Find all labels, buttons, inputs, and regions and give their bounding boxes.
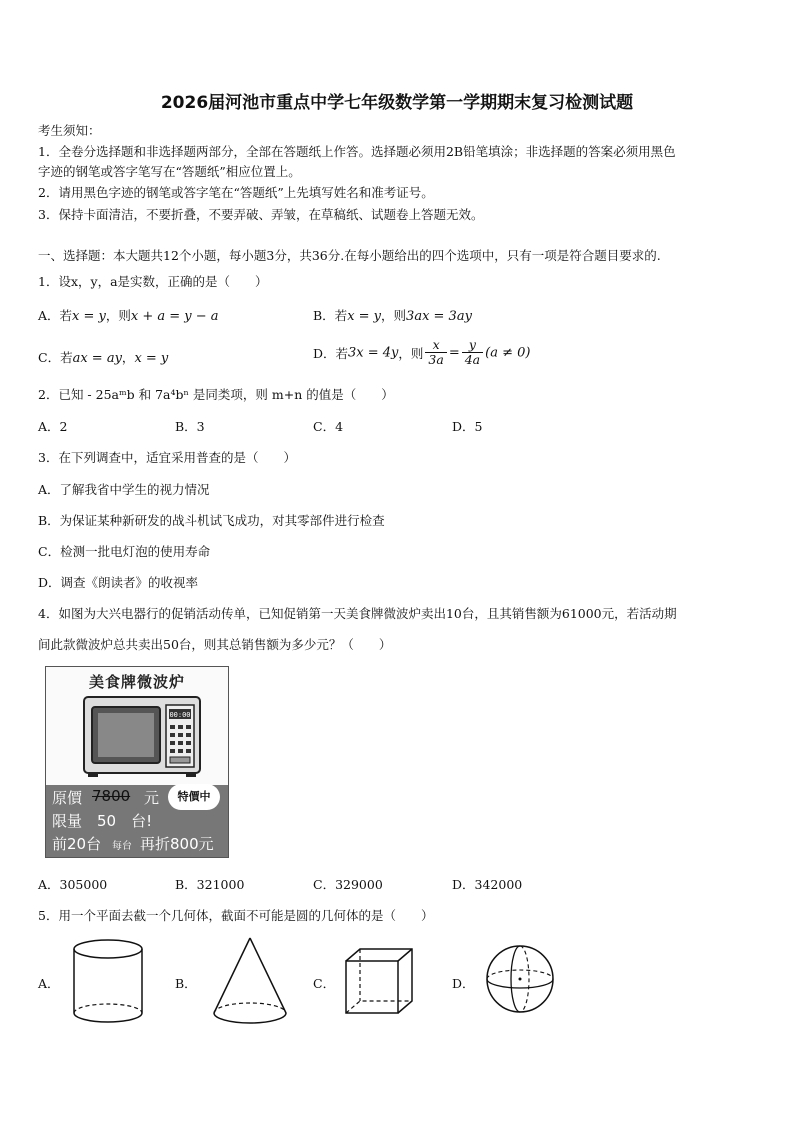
cone-icon xyxy=(210,935,290,1027)
q5-label-b: B． xyxy=(175,976,197,991)
q1-option-b: B．若x = y，则3ax = 3ay xyxy=(313,308,472,324)
q3-option-d: D．调查《朗读者》的收视率 xyxy=(38,575,199,590)
flyer-brand: 美食牌微波炉 xyxy=(88,673,185,691)
q4-stem-line2: 间此款微波炉总共卖出50台，则其总销售额为多少元？（ ） xyxy=(38,637,392,652)
q5-label-a: A． xyxy=(38,976,60,991)
fraction-x-over-3a: $\frac{x}{3a}$ xyxy=(425,338,446,368)
q1-option-d: D．若3x = 4y，则 $\frac{x}{3a}$ = $\frac{y}{4a}$ (a ≠ 0) xyxy=(313,337,531,368)
sphere-icon xyxy=(484,943,556,1015)
q2-option-c: C．4 xyxy=(313,419,344,434)
notice-heading: 考生须知： xyxy=(38,123,101,138)
q3-stem: 3．在下列调查中，适宜采用普查的是（ ） xyxy=(38,450,296,465)
section-heading: 一、选择题：本大题共12个小题，每小题3分，共36分.在每小题给出的四个选项中，只有一项是符合题目要求的. xyxy=(38,248,661,263)
flyer-limit: 限量 50 台! xyxy=(52,812,153,830)
q4-option-a: A．305000 xyxy=(38,877,108,892)
page-title: 2026届河池市重点中学七年级数学第一学期期末复习检测试题 xyxy=(160,93,634,113)
flyer-price-value: 7800 xyxy=(92,787,131,805)
flyer-promo-each: 每台 xyxy=(112,841,132,852)
flyer-price-label: 原價 xyxy=(52,789,83,807)
notice-item-2: 2．请用黑色字迹的钢笔或答字笔在“答题纸”上先填写姓名和准考证号。 xyxy=(38,185,434,200)
q3-option-b: B．为保证某种新研发的战斗机试飞成功，对其零部件进行检查 xyxy=(38,513,385,528)
q3-option-a: A．了解我省中学生的视力情况 xyxy=(38,482,210,497)
q2-option-a: A．2 xyxy=(38,419,68,434)
cube-icon xyxy=(342,945,416,1017)
microwave-display: 00:00 xyxy=(169,711,191,719)
notice-item-3: 3．保持卡面清洁，不要折叠，不要弄破、弄皱，在草稿纸、试题卷上答题无效。 xyxy=(38,207,484,222)
microwave-icon xyxy=(82,693,202,779)
q4-option-b: B．321000 xyxy=(175,877,245,892)
q4-stem-line1: 4．如图为大兴电器行的促销活动传单，已知促销第一天美食牌微波炉卖出10台，且其销售额为61000元，若活动期 xyxy=(38,606,677,621)
q5-label-c: C． xyxy=(313,976,336,991)
cylinder-icon xyxy=(68,937,148,1027)
notice-item-1-cont: 字迹的钢笔或答字笔写在“答题纸”相应位置上。 xyxy=(38,164,301,179)
promo-flyer-image xyxy=(45,666,229,858)
notice-item-1: 1．全卷分选择题和非选择题两部分，全部在答题纸上作答。选择题必须用2B铅笔填涂；非选择题的答案必须用黑色 xyxy=(38,144,676,159)
q2-stem: 2．已知 - 25aᵐb 和 7a⁴bⁿ 是同类项，则 m+n 的值是（ ） xyxy=(38,387,394,402)
q5-label-d: D． xyxy=(452,976,475,991)
q4-option-d: D．342000 xyxy=(452,877,523,892)
flyer-sale-badge: 特價中 xyxy=(168,784,220,810)
flyer-promo-first: 前20台 xyxy=(52,835,102,853)
q3-option-c: C．检测一批电灯泡的使用寿命 xyxy=(38,544,211,559)
q1-option-c: C．若ax = ay，x = y xyxy=(38,350,169,366)
q5-stem: 5．用一个平面去截一个几何体，截面不可能是圆的几何体的是（ ） xyxy=(38,908,434,923)
q2-option-b: B．3 xyxy=(175,419,205,434)
flyer-promo-discount: 再折800元 xyxy=(140,835,214,853)
q1-option-a: A．若x = y，则x + a = y − a xyxy=(38,308,219,324)
q4-option-c: C．329000 xyxy=(313,877,383,892)
q1-stem: 1．设x，y，a是实数，正确的是（ ） xyxy=(38,274,268,289)
flyer-price-unit: 元 xyxy=(144,789,160,807)
fraction-y-over-4a: $\frac{y}{4a}$ xyxy=(462,338,483,368)
q2-option-d: D．5 xyxy=(452,419,483,434)
